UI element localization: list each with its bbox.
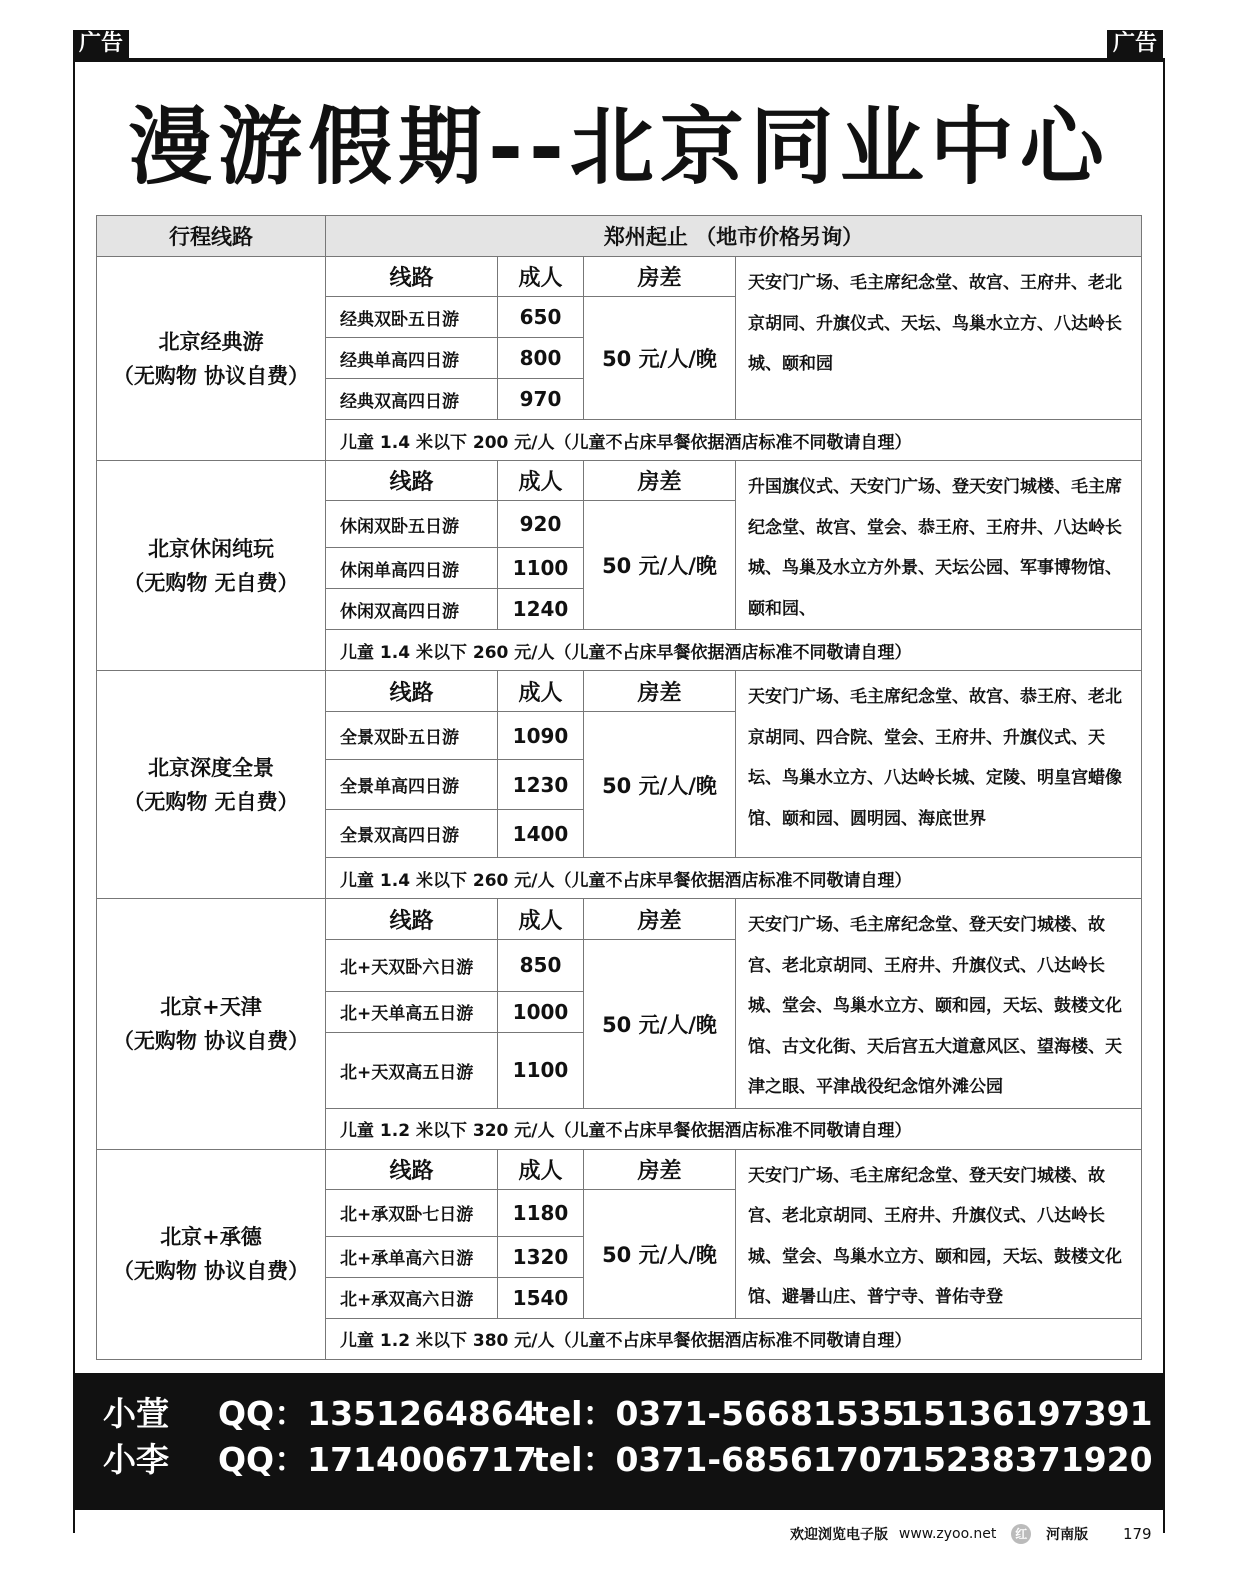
tour-name-cell [97,257,326,461]
ad-label-right: 广告 [1107,30,1163,58]
route-name: 全景单高四日游 [326,760,498,810]
contact-mobile: 15136197391 [900,1394,1153,1433]
contact-qq: QQ：1351264864 [218,1394,537,1433]
route-name: 休闲单高四日游 [326,548,498,589]
col-route-label: 线路 [326,257,498,297]
child-price-note: 儿童 1.4 米以下 200 元/人（儿童不占床早餐依据酒店标准不同敬请自理） [326,420,1142,461]
tour-name-cell [97,671,326,899]
tour-name: 北京+承德 [160,1225,262,1249]
page-number: 179 [1122,1525,1152,1543]
adult-price: 800 [498,338,584,379]
adult-price: 850 [498,940,584,992]
col-route-label: 线路 [326,671,498,712]
route-name: 北+天单高五日游 [326,991,498,1032]
adult-price: 1100 [498,548,584,589]
tour-name: 北京+天津 [160,994,262,1019]
edition-label: 河南版 [1046,1527,1089,1543]
header-route: 行程线路 [97,216,326,257]
col-adult-label: 成人 [498,899,584,940]
tour-itinerary: 天安门广场、毛主席纪念堂、故宫、王府井、老北京胡同、升旗仪式、天坛、鸟巢水立方、八达岭长城、颐和园 [736,257,1142,420]
adult-price: 1400 [498,810,584,858]
tour-name: 北京深度全景 [148,755,274,780]
adult-price: 1230 [498,760,584,810]
adult-price: 1090 [498,712,584,760]
tour-name: 北京休闲纯玩 [148,536,274,561]
ad-label-left: 广告 [73,30,129,58]
tour-table [96,215,1142,1360]
col-room-label: 房差 [584,671,736,712]
col-room-label: 房差 [584,1149,736,1189]
child-price-note: 儿童 1.4 米以下 260 元/人（儿童不占床早餐依据酒店标准不同敬请自理） [326,858,1142,899]
tour-block [97,1149,1142,1189]
route-name: 北+承单高六日游 [326,1236,498,1277]
route-name: 全景双卧五日游 [326,712,498,760]
magazine-logo-icon: 红 [1011,1524,1031,1544]
adult-price: 1540 [498,1277,584,1318]
tour-note: （无购物 无自费） [123,789,299,814]
route-name: 全景双高四日游 [326,810,498,858]
child-price-note: 儿童 1.2 米以下 380 元/人（儿童不占床早餐依据酒店标准不同敬请自理） [326,1318,1142,1359]
contact-tel: tel：0371-56681535 [533,1394,905,1433]
route-name: 北+承双卧七日游 [326,1189,498,1236]
col-adult-label: 成人 [498,671,584,712]
tour-name-cell [97,461,326,671]
route-name: 经典双卧五日游 [326,297,498,338]
page-title: 漫游假期--北京同业中心 [128,98,1110,196]
header-departure: 郑州起止 （地市价格另询） [326,216,1142,257]
route-name: 北+天双高五日游 [326,1032,498,1108]
tour-block [97,461,1142,501]
route-name: 经典单高四日游 [326,338,498,379]
col-room-label: 房差 [584,257,736,297]
tour-note: （无购物 无自费） [123,570,299,595]
tour-note: （无购物 协议自费） [112,1028,310,1053]
room-difference: 50 元/人/晚 [584,712,736,858]
col-route-label: 线路 [326,899,498,940]
contact-qq: QQ：1714006717 [218,1440,537,1479]
child-price-note: 儿童 1.2 米以下 320 元/人（儿童不占床早餐依据酒店标准不同敬请自理） [326,1108,1142,1149]
contact-name: 小萱 [103,1394,169,1433]
adult-price: 1320 [498,1236,584,1277]
tour-name-cell [97,899,326,1150]
col-adult-label: 成人 [498,461,584,501]
tour-block [97,899,1142,940]
room-difference: 50 元/人/晚 [584,940,736,1109]
col-route-label: 线路 [326,1149,498,1189]
adult-price: 970 [498,379,584,420]
tour-name-cell [97,1149,326,1359]
route-name: 北+天双卧六日游 [326,940,498,992]
route-name: 休闲双高四日游 [326,589,498,630]
adult-price: 1100 [498,1032,584,1108]
child-price-note: 儿童 1.4 米以下 260 元/人（儿童不占床早餐依据酒店标准不同敬请自理） [326,630,1142,671]
route-name: 北+承双高六日游 [326,1277,498,1318]
col-route-label: 线路 [326,461,498,501]
route-name: 休闲双卧五日游 [326,501,498,548]
tour-block [97,671,1142,712]
col-room-label: 房差 [584,899,736,940]
site-link[interactable]: www.zyoo.net [898,1526,997,1542]
contact-name: 小李 [103,1440,169,1479]
col-adult-label: 成人 [498,1149,584,1189]
tour-itinerary: 天安门广场、毛主席纪念堂、登天安门城楼、故宫、老北京胡同、王府井、升旗仪式、八达岭长城、堂会、鸟巢水立方、颐和园，天坛、鼓楼文化馆、避暑山庄、普宁寺、普佑寺登 [736,1149,1142,1318]
tour-note: （无购物 协议自费） [112,363,310,388]
adult-price: 1000 [498,991,584,1032]
tour-itinerary: 天安门广场、毛主席纪念堂、故宫、恭王府、老北京胡同、四合院、堂会、王府井、升旗仪式、天坛、鸟巢水立方、八达岭长城、定陵、明皇宫蜡像馆、颐和园、圆明园、海底世界 [736,671,1142,858]
route-name: 经典双高四日游 [326,379,498,420]
tour-name: 北京经典游 [158,329,264,354]
adult-price: 1240 [498,589,584,630]
adult-price: 1180 [498,1189,584,1236]
contact-tel: tel：0371-68561707 [533,1440,905,1479]
tour-note: （无购物 协议自费） [112,1259,310,1283]
adult-price: 920 [498,501,584,548]
contact-mobile: 15238371920 [900,1440,1153,1479]
room-difference: 50 元/人/晚 [584,297,736,420]
bottom-text: 欢迎浏览电子版 [790,1527,888,1543]
room-difference: 50 元/人/晚 [584,1189,736,1318]
col-room-label: 房差 [584,461,736,501]
tour-itinerary: 天安门广场、毛主席纪念堂、登天安门城楼、故宫、老北京胡同、王府井、升旗仪式、八达岭长城、堂会、鸟巢水立方、颐和园，天坛、鼓楼文化馆、古文化街、天后宫五大道意风区、望海楼、天津之眼、平津战役纪念馆外滩公园 [736,899,1142,1109]
table-header [97,216,1142,257]
contact-banner [73,1373,1165,1510]
tour-itinerary: 升国旗仪式、天安门广场、登天安门城楼、毛主席纪念堂、故宫、堂会、恭王府、王府井、八达岭长城、鸟巢及水立方外景、天坛公园、军事博物馆、颐和园、 [736,461,1142,630]
bottom-line [790,1524,1152,1544]
adult-price: 650 [498,297,584,338]
room-difference: 50 元/人/晚 [584,501,736,630]
col-adult-label: 成人 [498,257,584,297]
tour-block [97,257,1142,297]
